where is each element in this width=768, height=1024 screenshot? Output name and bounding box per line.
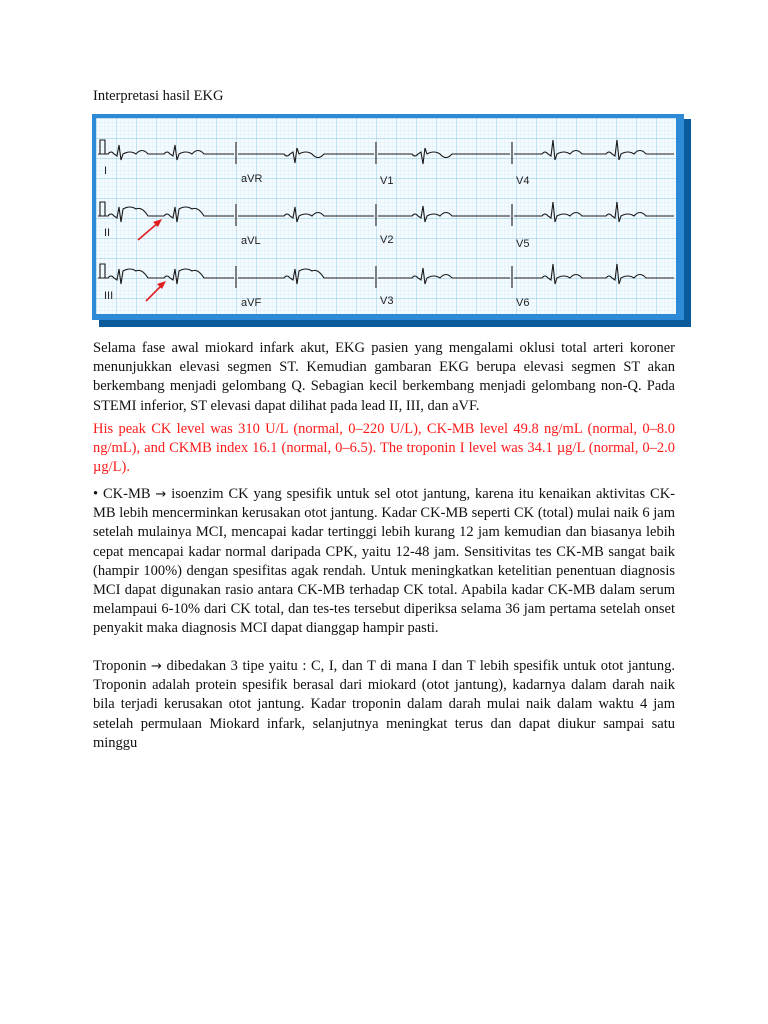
lead-label-v6: V6: [516, 297, 530, 309]
paragraph-ck-mb: [93, 485, 675, 639]
paragraph-troponin: [93, 657, 675, 753]
arrow-right-icon: →: [155, 487, 167, 502]
ck-mb-text: isoenzim CK yang spesifik untuk sel otot jantung, karena itu kenaikan aktivitas CK-MB lebih mencerminkan kerusakan otot jantung. Kadar CK-MB seperti CK (total) mulai naik 6 jam setelah mulainya MCI, mencapai kadar tertinggi lebih kurang 12 jam kemudian dan biasanya lebih cepat mencapai kadar normal daripada CPK, yaitu 12-48 jam. Sensitivitas tes CK-MB sangat baik (hampir 100%) dengan spesifitas agak rendah. Untuk meningkatkan ketelitian penentuan diagnosis MCI dapat digunakan rasio antara CK-MB terhadap CK total. Apabila kadar CK-MB dalam serum melampaui 6-10% dari CK total, dan tes-tes tersebut diperiksa selama 36 jam pertama setelah onset penyakit maka diagnosis MCI dapat dianggap hampir pasti.: [93, 486, 675, 637]
page-title: Interpretasi hasil EKG: [93, 88, 224, 104]
lead-label-v2: V2: [380, 234, 394, 246]
lead-label-avr: aVR: [241, 173, 263, 185]
paragraph-lab-values: His peak CK level was 310 U/L (normal, 0–220 U/L), CK-MB level 49.8 ng/mL (normal, 0–8.0 ng/mL), and CKMB index 16.1 (normal, 0–6.5). The troponin I level was 34.1 µg/L (normal, 0–2.0 µg/L).: [93, 421, 675, 476]
lead-label-v4: V4: [516, 175, 530, 187]
lead-label-iii: III: [104, 290, 114, 302]
arrow-right-icon: →: [151, 659, 162, 674]
troponin-text: dibedakan 3 tipe yaitu : C, I, dan T di mana I dan T lebih spesifik untuk otot jantung. Troponin adalah protein spesifik berasal dari miokard (otot jantung), kadarnya dalam darah naik bila terjadi kerusakan otot jantung. Kadar troponin dalam darah mulai naik dalam waktu 4 jam setelah permulaan Miokard infark, selanjutnya meningkat terus dan dapat diukur sampai satu minggu: [93, 658, 675, 751]
lead-label-v3: V3: [380, 295, 394, 307]
lead-label-v5: V5: [516, 238, 530, 250]
ck-mb-bullet: • CK-MB: [93, 486, 156, 502]
lead-label-avl: aVL: [241, 235, 261, 247]
paragraph-stemi-description: Selama fase awal miokard infark akut, EKG pasien yang mengalami oklusi total arteri koroner menunjukkan elevasi segmen ST. Kemudian gambaran EKG berupa elevasi segmen ST akan berkembang menjadi gelombang Q. Sebagian kecil berkembang menjadi gelombang non-Q. Pada STEMI inferior, ST elevasi dapat dilihat pada lead II, III, dan aVF.: [93, 340, 675, 414]
lead-label-avf: aVF: [241, 297, 262, 309]
lead-label-ii: II: [104, 227, 111, 239]
lead-label-i: I: [104, 165, 108, 177]
troponin-lead: Troponin: [93, 658, 152, 674]
lead-label-v1: V1: [380, 175, 394, 187]
ecg-figure: [96, 118, 676, 314]
ecg-tracing: [96, 118, 676, 314]
